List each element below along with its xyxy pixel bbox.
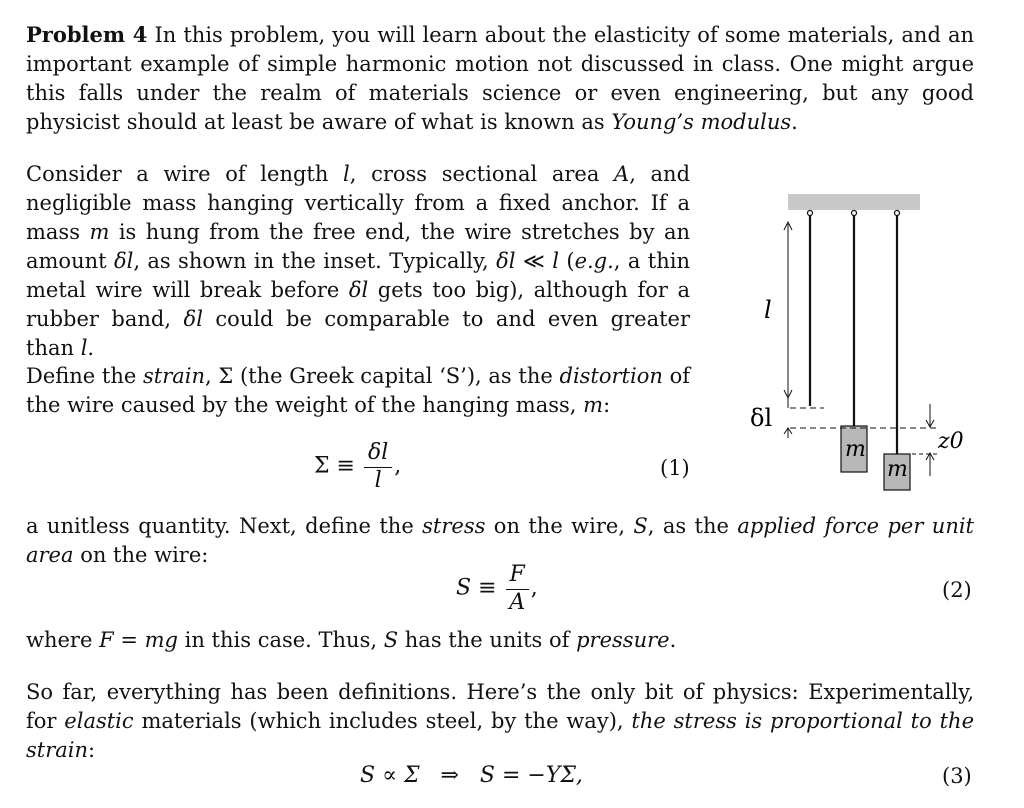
math-equals: = (113, 628, 145, 652)
force-paragraph (26, 626, 974, 655)
math-much-less: ≪ (515, 249, 553, 273)
text-span: , and negligible mass hanging vertically from a fixed anchor. If a mass (26, 162, 691, 244)
text-span: , as shown in the inset. Typically, (133, 249, 497, 273)
text-span: , Σ (the Greek capital ‘S’), as the (205, 364, 560, 388)
text-span: Define the (26, 364, 144, 388)
text-span: , a thin metal wire will break before (26, 249, 690, 302)
eq2-fraction (506, 562, 529, 615)
fixed-anchor (788, 194, 920, 210)
text-span: : (88, 738, 96, 762)
label-l: l (764, 296, 772, 324)
label-z0: z0 (938, 429, 964, 454)
equation-1-number: (1) (660, 456, 690, 480)
math-delta-l: δl (348, 278, 369, 302)
eq1-comma: , (394, 453, 402, 479)
equation-3-number: (3) (942, 764, 972, 788)
eq1-fraction (364, 440, 392, 493)
math-m: m (89, 220, 110, 244)
wire-inset-figure (740, 186, 980, 496)
intro-paragraph (26, 20, 974, 137)
math-l: l (552, 249, 559, 273)
eq1-lhs: Σ ≡ (314, 453, 355, 479)
eq2-numerator: F (506, 562, 529, 590)
text-span: where (26, 628, 100, 652)
wire-description-paragraph (26, 160, 690, 363)
strain-definition-paragraph (26, 362, 690, 420)
label-m2: m (887, 457, 908, 482)
math-S: S (633, 514, 648, 538)
label-m1: m (845, 437, 866, 462)
text-span: of the wire caused by the weight of the hanging mass, (26, 364, 690, 417)
applied-force-term: applied force per unit area (26, 514, 975, 567)
math-S: S (383, 628, 399, 652)
proportional-statement: the stress is proportional to the strain (26, 709, 974, 762)
eg-text: e.g. (574, 249, 614, 273)
text-span: . (669, 628, 677, 652)
math-delta-l: δl (113, 249, 134, 273)
intro-text: In this problem, you will learn about the elasticity of some materials, and an important example of simple harmonic motion not discussed in class. One might argue this falls under the realm of materials science or even engineering, but any good physicist should at least be aware of what is known as (26, 23, 974, 134)
text-span: . (87, 336, 95, 360)
eq2-comma: , (530, 575, 538, 601)
text-span: a unitless quantity. Next, define the (26, 514, 423, 538)
math-F: F (99, 628, 114, 652)
text-span: in this case. Thus, (177, 628, 384, 652)
pressure-term: pressure (576, 628, 670, 652)
elastic-term: elastic (64, 709, 134, 733)
text-span: Consider a wire of length (26, 162, 344, 186)
equation-2-number: (2) (942, 578, 972, 602)
strain-term: strain (143, 364, 206, 388)
math-mg: mg (144, 628, 178, 652)
text-span: could be comparable to and even greater than (26, 307, 690, 360)
problem-heading: Problem 4 (26, 22, 148, 47)
math-l: l (343, 162, 350, 186)
wire-hook (895, 211, 900, 216)
text-span: is hung from the free end, the wire stretches by an amount (26, 220, 690, 273)
text-span: has the units of (398, 628, 577, 652)
math-m: m (583, 393, 604, 417)
text-span: materials (which includes steel, by the way), (133, 709, 632, 733)
text-span: gets too big), although for a rubber band, (26, 278, 690, 331)
youngs-modulus-term: Young’s modulus (611, 110, 792, 134)
text-span: ( (558, 249, 575, 273)
wire-hook (808, 211, 813, 216)
text-span: , as the (647, 514, 738, 538)
stress-term: stress (422, 514, 486, 538)
intro-end: . (791, 110, 798, 134)
text-span: , cross sectional area (349, 162, 615, 186)
text-span: : (603, 393, 611, 417)
math-A: A (614, 162, 630, 186)
equation-2 (456, 562, 538, 615)
text-span: on the wire, (485, 514, 634, 538)
eq2-denominator: A (509, 590, 526, 615)
eq2-lhs: S ≡ (456, 575, 497, 601)
distortion-term: distortion (559, 364, 663, 388)
math-delta-l: δl (183, 307, 203, 331)
wire-hook (852, 211, 857, 216)
math-l: l (80, 336, 88, 360)
math-delta-l: δl (496, 249, 516, 273)
text-span: on the wire: (73, 543, 209, 567)
eq1-numerator: δl (364, 440, 392, 468)
equation-1 (314, 440, 401, 493)
text-span: So far, everything has been definitions. Here’s the only bit of physics: Experimentally, for (26, 680, 974, 733)
physics-paragraph (26, 678, 974, 765)
eq1-denominator: l (374, 468, 382, 493)
equation-3: S ∝ Σ ⇒ S = −YΣ, (360, 763, 583, 788)
label-delta-l: δl (750, 404, 773, 432)
